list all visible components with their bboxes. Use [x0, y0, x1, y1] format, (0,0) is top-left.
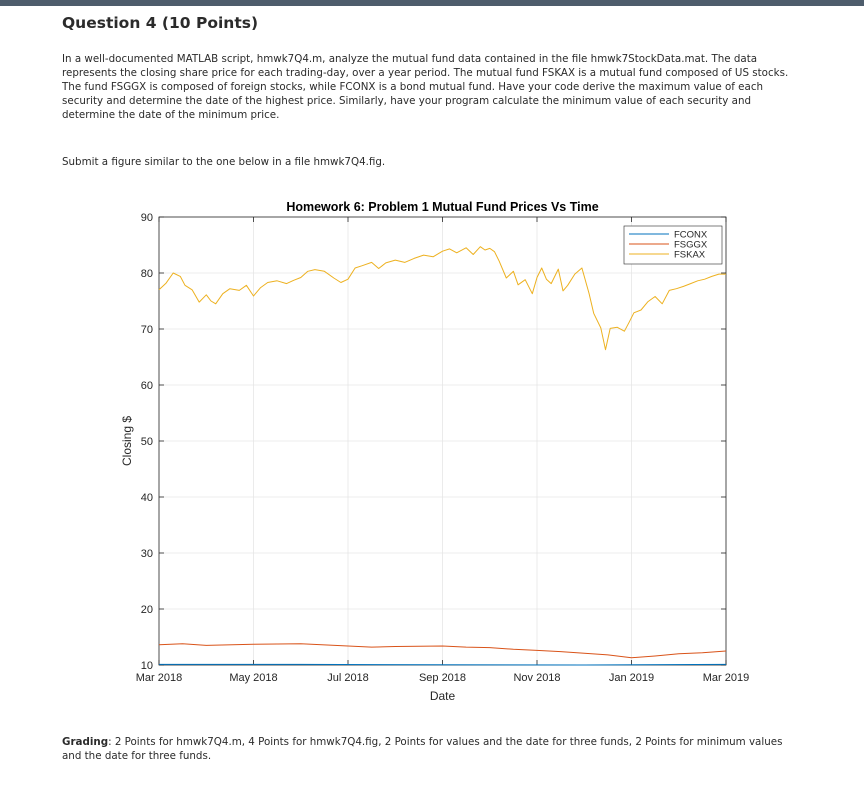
x-tick-label: Mar 2019 — [702, 672, 750, 684]
question-title: Question 4 (10 Points) — [62, 14, 259, 32]
legend-label-fskax: FSKAX — [674, 249, 706, 261]
y-tick-label: 90 — [140, 212, 153, 224]
legend-label-fconx: FCONX — [674, 229, 708, 241]
y-tick-label: 50 — [140, 436, 153, 448]
x-tick-label: Jul 2018 — [327, 672, 369, 684]
x-tick-label: May 2018 — [229, 672, 278, 684]
submission-instruction: Submit a figure similar to the one below in a file hmwk7Q4.fig. — [62, 156, 386, 168]
x-tick-label: Nov 2018 — [513, 672, 561, 684]
y-tick-label: 10 — [140, 660, 153, 672]
y-tick-label: 20 — [140, 604, 153, 616]
y-tick-label: 60 — [140, 380, 153, 392]
x-tick-label: Jan 2019 — [608, 672, 655, 684]
y-tick-label: 80 — [140, 268, 153, 280]
question-description: In a well-documented MATLAB script, hmwk7Q4.m, analyze the mutual fund data contained in the file hmwk7StockData.mat. The data represents the closing share price for each trading-day, over a year period. The mutual fund FSKAX is a mutual fund composed of US stocks. The fund FSGGX is composed of foreign stocks, while FCONX is a bond mutual fund. Have your code derive the maximum value of each security and determine the date of the highest price. Similarly, have your program calculate the minimum value of each security and determine the date of the minimum price. — [62, 53, 789, 121]
grading-text: : 2 Points for hmwk7Q4.m, 4 Points for hmwk7Q4.fig, 2 Points for values and the date for three funds, 2 Points for minimum values and the date for three funds. — [62, 736, 783, 762]
grading-label: Grading — [62, 736, 109, 748]
y-tick-label: 40 — [140, 492, 153, 504]
legend-box — [624, 226, 722, 264]
grid-lines — [159, 217, 726, 665]
y-tick-label: 30 — [140, 548, 153, 560]
y-axis-label: Closing $ — [120, 415, 134, 467]
legend — [624, 226, 722, 264]
chart-title: Homework 6: Problem 1 Mutual Fund Prices Vs Time — [286, 200, 599, 214]
y-tick-label: 70 — [140, 324, 153, 336]
x-tick-label: Sep 2018 — [418, 672, 467, 684]
legend-label-fsggx: FSGGX — [674, 239, 708, 251]
x-axis-label: Date — [429, 689, 456, 703]
x-tick-label: Mar 2018 — [135, 672, 183, 684]
grading-note — [62, 735, 797, 763]
